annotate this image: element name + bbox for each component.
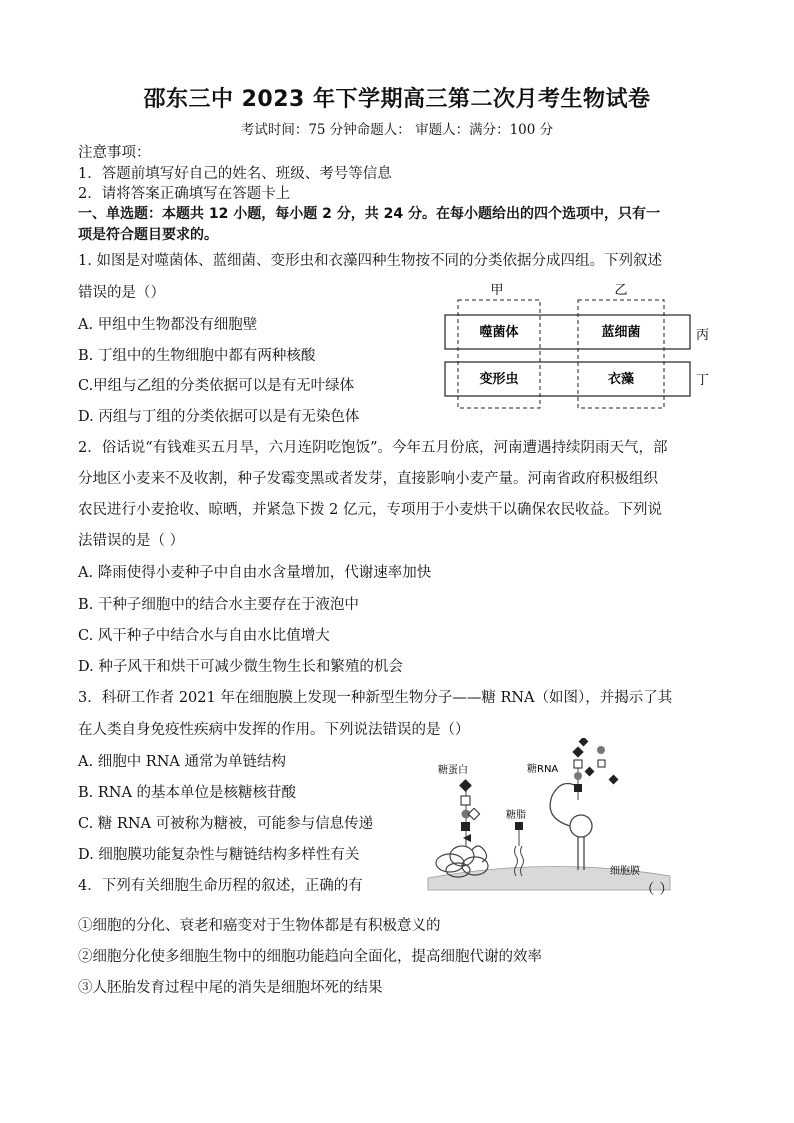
q3-option-c: C. 糖 RNA 可被称为糖被，可能参与信息传递 <box>78 816 374 832</box>
q2-option-c: C. 风干种子中结合水与自由水比值增大 <box>78 628 330 644</box>
label-cell-membrane: 细胞膜 <box>610 866 640 877</box>
q1-option-d: D. 丙组与丁组的分类依据可以是有无染色体 <box>78 409 360 425</box>
col-box-jia <box>458 300 540 408</box>
note-item: 1．答题前填写好自己的姓名、班级、考号等信息 <box>78 166 392 182</box>
cell-cyanobacteria: 蓝细菌 <box>601 325 641 340</box>
q2-stem-line: 2．俗话说“有钱难买五月旱，六月连阴吃饱饭”。今年五月份底，河南遭遇持续阴雨天气，部 <box>78 440 668 456</box>
classification-figure <box>440 280 720 415</box>
col-box-yi <box>578 300 664 408</box>
label-glycolipid: 糖脂 <box>506 810 526 821</box>
section-heading-cont: 项是符合题目要求的。 <box>78 227 218 243</box>
q3-option-d: D. 细胞膜功能复杂性与糖链结构多样性有关 <box>78 847 360 863</box>
glycorna-shape <box>550 766 592 870</box>
row-label-bing: 丙 <box>696 328 710 343</box>
q2-option-a: A. 降雨使得小麦种子中自由水含量增加，代谢速率加快 <box>78 565 432 581</box>
section-heading: 一、单选题：本题共 12 小题，每小题 2 分，共 24 分。在每小题给出的四个选项中，只有一 <box>78 206 660 222</box>
cell-chlamydomonas: 衣藻 <box>607 372 635 387</box>
q4-answer-paren: （ ） <box>640 882 674 898</box>
q1-stem: 1. 如图是对噬菌体、蓝细菌、变形虫和衣藻四种生物按不同的分类依据分成四组。下列叙述 <box>78 253 662 269</box>
glycoprotein-chain <box>459 779 480 846</box>
q2-option-d: D. 种子风干和烘干可减少微生物生长和繁殖的机会 <box>78 659 403 675</box>
q2-stem-line: 农民进行小麦抢收、晾晒，并紧急下拨 2 亿元，专项用于小麦烘干以确保农民收益。下列说 <box>78 502 662 518</box>
row-label-ding: 丁 <box>696 373 710 388</box>
exam-meta: 考试时间：75 分钟命题人： 审题人：满分：100 分 <box>240 122 554 138</box>
page-title: 邵东三中 2023 年下学期高三第二次月考生物试卷 <box>143 87 651 112</box>
q2-stem-line: 分地区小麦来不及收割，种子发霉变黑或者发芽，直接影响小麦产量。河南省政府积极组织 <box>78 471 658 487</box>
col-label-yi: 乙 <box>614 283 628 298</box>
q2-stem-line: 法错误的是（ ） <box>78 533 185 549</box>
q4-statement: ③人胚胎发育过程中尾的消失是细胞坏死的结果 <box>78 980 383 996</box>
label-glycoprotein: 糖蛋白 <box>438 765 468 776</box>
q2-option-b: B. 干种子细胞中的结合水主要存在于液泡中 <box>78 597 359 613</box>
glycorna-chain <box>572 738 618 792</box>
q3-option-a: A. 细胞中 RNA 通常为单链结构 <box>78 754 286 770</box>
q4-statement: ①细胞的分化、衰老和癌变对于生物体都是有积极意义的 <box>78 918 441 934</box>
q4-stem: 4．下列有关细胞生命历程的叙述，正确的有 <box>78 878 363 894</box>
cell-amoeba: 变形虫 <box>479 372 519 387</box>
q4-statement: ②细胞分化使多细胞生物中的细胞功能趋向全面化，提高细胞代谢的效率 <box>78 949 542 965</box>
q1-option-a: A. 甲组中生物都没有细胞壁 <box>78 317 258 333</box>
notes-heading: 注意事项： <box>78 145 151 161</box>
label-glycorna: 糖RNA <box>527 764 559 775</box>
q1-stem-cont: 错误的是（） <box>78 285 165 301</box>
q3-option-b: B. RNA 的基本单位是核糖核苷酸 <box>78 785 297 801</box>
col-label-jia: 甲 <box>490 283 504 298</box>
q1-option-b: B. 丁组中的生物细胞中都有两种核酸 <box>78 348 316 364</box>
q3-stem-line: 3．科研工作者 2021 年在细胞膜上发现一种新型生物分子——糖 RNA（如图），并揭示了其 <box>78 690 673 706</box>
note-item: 2．请将答案正确填写在答题卡上 <box>78 186 291 202</box>
cell-bacteriophage: 噬菌体 <box>479 325 519 340</box>
q1-option-c: C.甲组与乙组的分类依据可以是有无叶绿体 <box>78 378 355 394</box>
q3-stem-line: 在人类自身免疫性疾病中发挥的作用。下列说法错误的是（） <box>78 722 470 738</box>
glycorna-figure <box>420 738 680 893</box>
